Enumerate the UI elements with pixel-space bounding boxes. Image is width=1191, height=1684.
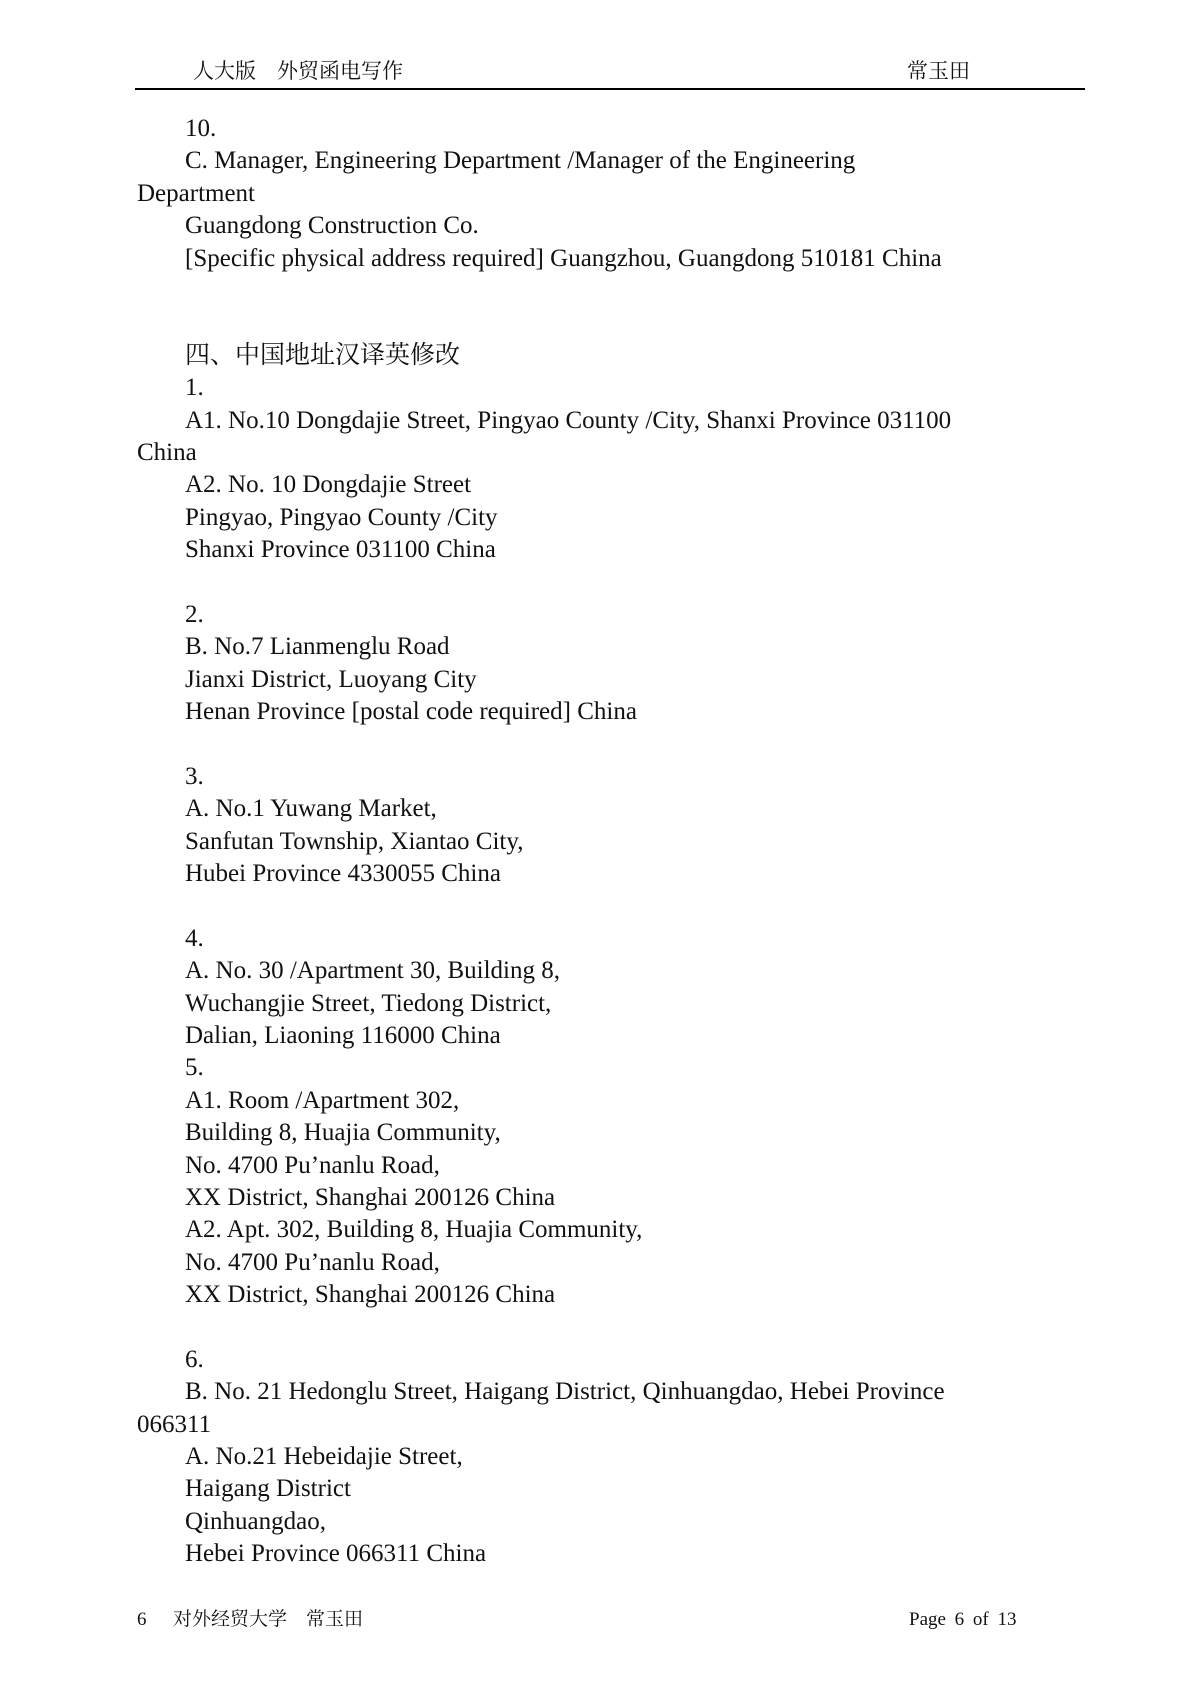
address-line: Qinhuangdao, [185, 1507, 326, 1535]
footer-institution: 对外经贸大学 常玉田 [173, 1609, 364, 1630]
address-line: Jianxi District, Luoyang City [185, 665, 477, 693]
address-line: Shanxi Province 031100 China [185, 536, 496, 564]
address-line: A. No.1 Yuwang Market, [185, 795, 437, 823]
item-number: 6. [185, 1345, 204, 1373]
address-line: Wuchangjie Street, Tiedong District, [185, 989, 552, 1017]
address-line: Sanfutan Township, Xiantao City, [185, 827, 524, 855]
address-line: Henan Province [postal code required] China [185, 698, 637, 726]
item-number: 5. [185, 1054, 204, 1082]
header-title: 人大版 外贸函电写作 [193, 59, 403, 83]
address-line: Pingyao, Pingyao County /City [185, 503, 498, 531]
address-line: XX District, Shanghai 200126 China [185, 1281, 556, 1309]
address-line: No. 4700 Pu’nanlu Road, [185, 1151, 440, 1179]
address-line: A1. Room /Apartment 302, [185, 1086, 460, 1114]
address-line: [Specific physical address required] Guangzhou, Guangdong 510181 China [185, 244, 942, 272]
spacer [137, 728, 1067, 760]
address-line: No. 4700 Pu’nanlu Road, [185, 1248, 440, 1276]
address-line: Dalian, Liaoning 116000 China [185, 1021, 501, 1049]
section-title: 四、中国地址汉译英修改 [185, 341, 461, 369]
spacer [137, 890, 1067, 922]
footer-page-label: Page 6 of 13 [909, 1609, 1017, 1630]
item-number: 10. [185, 115, 217, 142]
address-line: A. No.21 Hebeidajie Street, [185, 1443, 463, 1471]
item-number: 3. [185, 762, 204, 790]
address-line: A2. No. 10 Dongdajie Street [185, 471, 472, 499]
address-line-wrap: 066311 [137, 1410, 212, 1438]
item-number: 2. [185, 600, 204, 628]
header-author: 常玉田 [907, 59, 970, 83]
item-number: 1. [185, 374, 204, 402]
spacer [137, 275, 1067, 340]
document-body [137, 113, 1067, 1571]
address-line: Hubei Province 4330055 China [185, 860, 501, 887]
spacer [137, 566, 1067, 598]
address-line: Building 8, Huajia Community, [185, 1119, 501, 1147]
address-line: B. No.7 Lianmenglu Road [185, 633, 450, 661]
item-number: 4. [185, 924, 204, 952]
address-line: A. No. 30 /Apartment 30, Building 8, [185, 957, 560, 985]
address-line: C. Manager, Engineering Department /Manager of the Engineering [185, 147, 856, 175]
address-line: Guangdong Construction Co. [185, 212, 479, 240]
address-line: Hebei Province 066311 China [185, 1540, 487, 1568]
spacer [137, 1311, 1067, 1343]
footer-page-number: 6 [137, 1609, 147, 1630]
address-line: Haigang District [185, 1475, 351, 1503]
address-line: XX District, Shanghai 200126 China [185, 1183, 556, 1211]
address-line: A1. No.10 Dongdajie Street, Pingyao County /City, Shanxi Province 031100 [185, 406, 952, 434]
address-line: B. No. 21 Hedonglu Street, Haigang District, Qinhuangdao, Hebei Province [185, 1378, 945, 1406]
address-line-wrap: Department [137, 179, 256, 207]
address-line-wrap: China [137, 438, 197, 466]
page-header [135, 58, 1085, 90]
address-line: A2. Apt. 302, Building 8, Huajia Community, [185, 1216, 643, 1244]
